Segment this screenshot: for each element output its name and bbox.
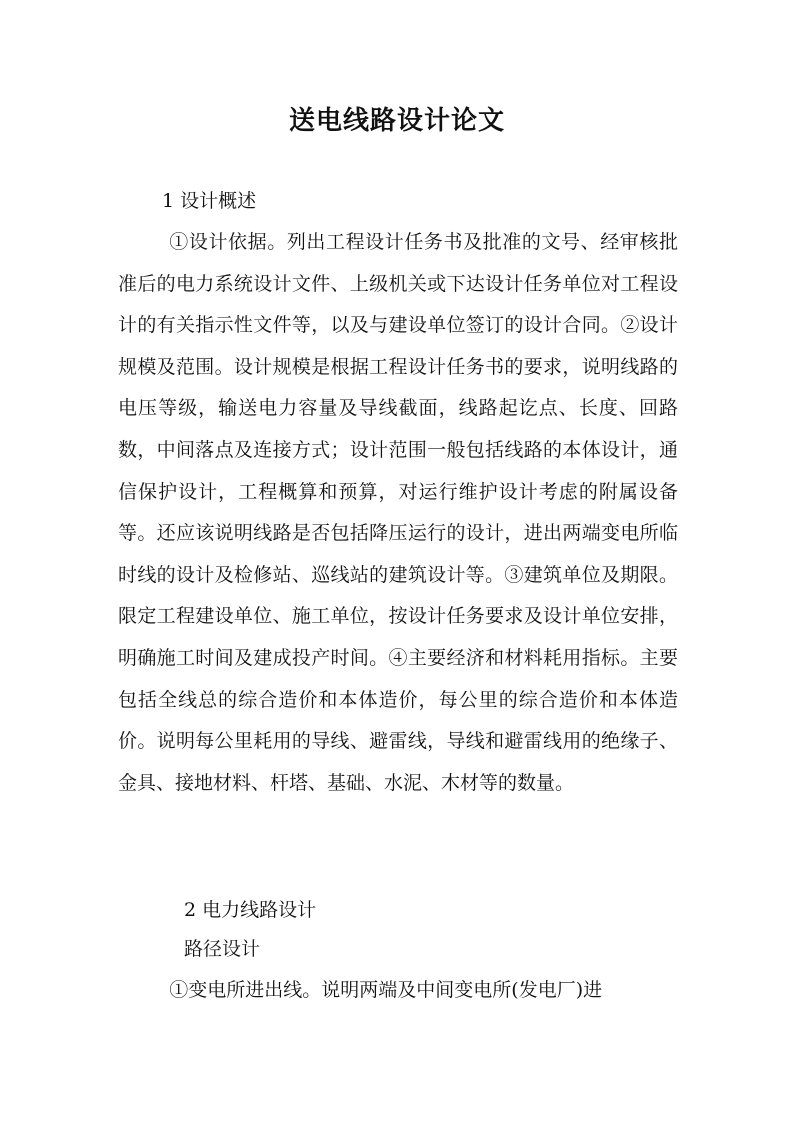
paragraph-design-overview: ①设计依据。列出工程设计任务书及批准的文号、经审核批准后的电力系统设计文件、上级机关或下达设计任务单位对工程设计的有关指示性文件等，以及与建设单位签订的设计合同。②设计规模及范围。设计规模是根据工程设计任务书的要求，说明线路的电压等级，输送电力容量及导线截面，线路起讫点、长度、回路数，中间落点及连接方式；设计范围一般包括线路的本体设计，通信保护设计，工程概算和预算，对运行维护设计考虑的附属设备等。还应该说明线路是否包括降压运行的设计，进出两端变电所临时线的设计及检修站、巡线站的建筑设计等。③建筑单位及期限。限定工程建设单位、施工单位，按设计任务要求及设计单位安排，明确施工时间及建成投产时间。④主要经济和材料耗用指标。主要包括全线总的综合造价和本体造价，每公里的综合造价和本体造价。说明每公里耗用的导线、避雷线，导线和避雷线用的绝缘子、金具、接地材料、杆塔、基础、水泥、木材等的数量。 bbox=[118, 231, 678, 794]
paragraph-substation-lines: ①变电所进出线。说明两端及中间变电所(发电厂)进 bbox=[169, 979, 603, 1001]
subheading-route-design: 路径设计 bbox=[184, 938, 261, 960]
document-title: 送电线路设计论文 bbox=[288, 106, 505, 136]
section-heading-line-design: 2 电力线路设计 bbox=[184, 899, 317, 921]
section-heading-design-overview: 1 设计概述 bbox=[162, 190, 257, 212]
